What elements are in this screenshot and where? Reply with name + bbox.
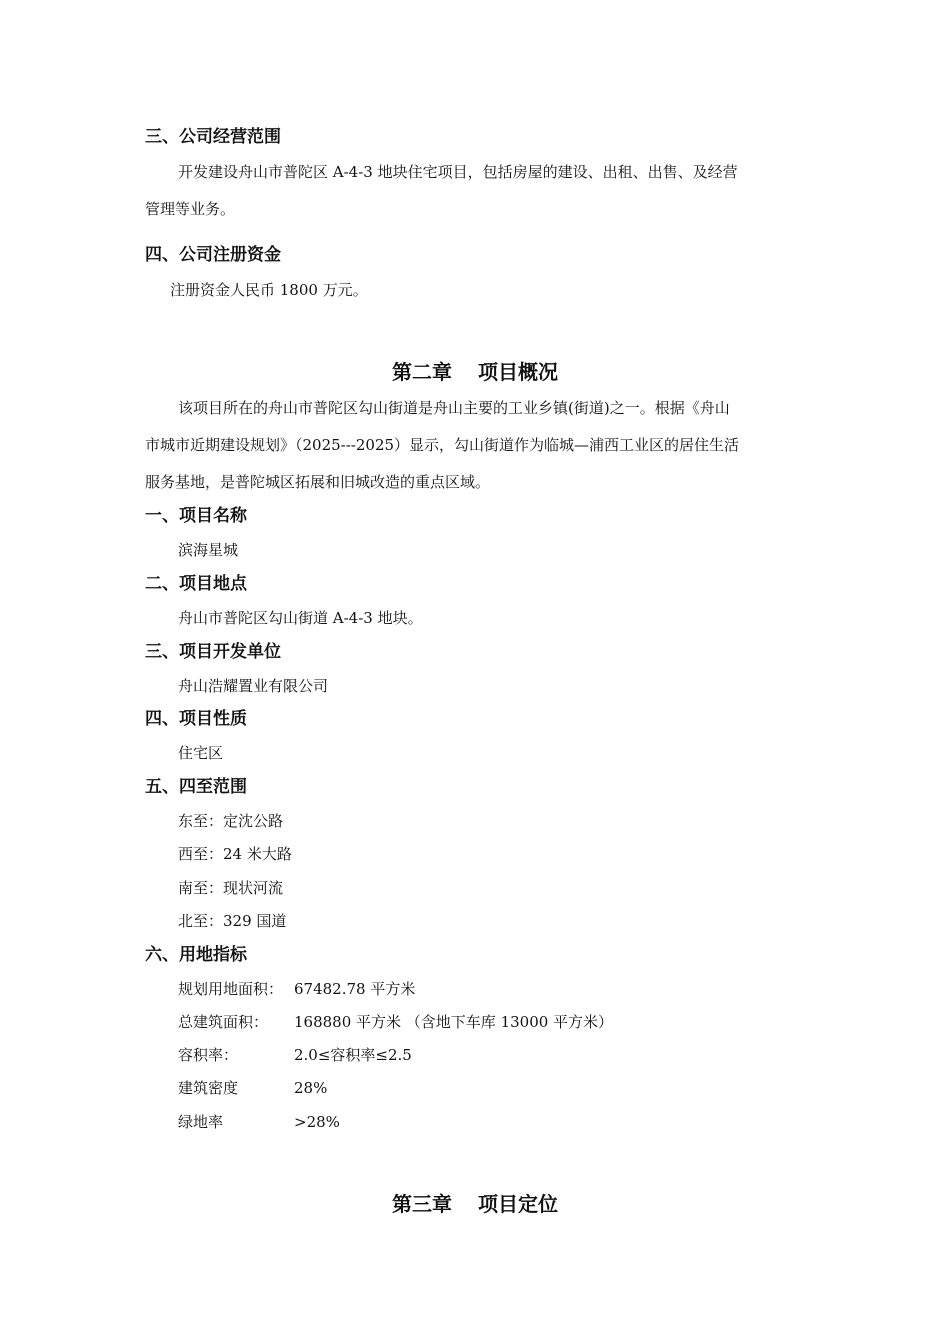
chapter-2-intro-line-2: 市城市近期建设规划》（2025---2025）显示，勾山街道作为临城—浦西工业区的居住生活 — [145, 436, 740, 454]
chapter-2-name: 项目概况 — [478, 360, 558, 384]
indicator-value-floor-area: 168880 平方米 （含地下车库 13000 平方米） — [294, 1013, 614, 1031]
chapter-2-title — [0, 359, 950, 385]
project-location-text: 舟山市普陀区勾山街道 A-4-3 地块。 — [178, 609, 423, 627]
chapter-2-intro-line-1: 该项目所在的舟山市普陀区勾山街道是舟山主要的工业乡镇(街道)之一。根据《舟山 — [178, 399, 730, 417]
boundary-east: 东至：定沈公路 — [178, 812, 284, 830]
indicator-label-floor-area: 总建筑面积： — [178, 1013, 269, 1031]
chapter-2-number: 第二章 — [392, 360, 452, 384]
section-heading-project-name: 一、项目名称 — [145, 506, 247, 526]
developer-text: 舟山浩耀置业有限公司 — [178, 677, 329, 695]
chapter-2-intro-line-3: 服务基地，是普陀城区拓展和旧城改造的重点区域。 — [145, 473, 491, 491]
boundary-south: 南至：现状河流 — [178, 879, 284, 897]
boundary-north: 北至：329 国道 — [178, 912, 287, 930]
chapter-3-number: 第三章 — [392, 1192, 452, 1216]
project-name-text: 滨海星城 — [178, 541, 239, 559]
chapter-3-name: 项目定位 — [478, 1192, 558, 1216]
chapter-3-title — [0, 1191, 950, 1217]
section-heading-business-scope: 三、公司经营范围 — [145, 127, 281, 147]
section-heading-land-indicators: 六、用地指标 — [145, 945, 247, 965]
business-scope-line-1: 开发建设舟山市普陀区 A-4-3 地块住宅项目，包括房屋的建设、出租、出售、及经营 — [178, 163, 738, 181]
boundary-west: 西至：24 米大路 — [178, 845, 292, 863]
indicator-label-building-density: 建筑密度 — [178, 1079, 239, 1097]
section-heading-developer: 三、项目开发单位 — [145, 642, 281, 662]
indicator-label-plot-ratio: 容积率： — [178, 1046, 239, 1064]
section-heading-boundaries: 五、四至范围 — [145, 777, 247, 797]
registered-capital-text: 注册资金人民币 1800 万元。 — [170, 281, 368, 299]
indicator-value-building-density: 28% — [294, 1079, 328, 1097]
section-heading-registered-capital: 四、公司注册资金 — [145, 245, 281, 265]
indicator-label-land-area: 规划用地面积： — [178, 980, 284, 998]
business-scope-line-2: 管理等业务。 — [145, 200, 236, 218]
section-heading-project-nature: 四、项目性质 — [145, 709, 247, 729]
indicator-value-land-area: 67482.78 平方米 — [294, 980, 416, 998]
indicator-label-green-ratio: 绿地率 — [178, 1113, 224, 1131]
indicator-value-green-ratio: >28% — [294, 1113, 340, 1131]
indicator-value-plot-ratio: 2.0≤容积率≤2.5 — [294, 1046, 412, 1064]
project-nature-text: 住宅区 — [178, 744, 224, 762]
section-heading-project-location: 二、项目地点 — [145, 574, 247, 594]
